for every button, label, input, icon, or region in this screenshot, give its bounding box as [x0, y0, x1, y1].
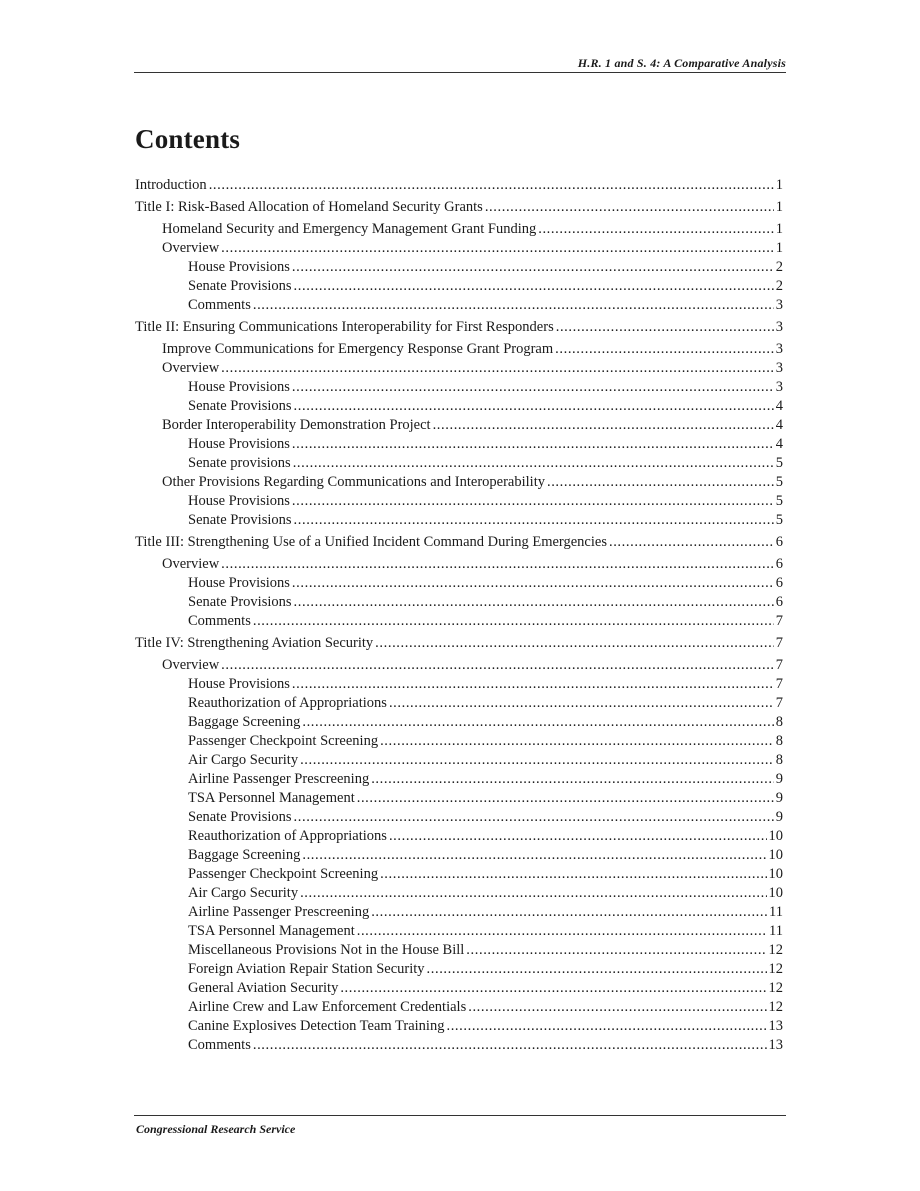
- toc-dot-leader: [357, 789, 774, 808]
- toc-page-number: 6: [775, 534, 783, 550]
- toc-entry[interactable]: [135, 922, 783, 941]
- toc-entry-title: Senate Provisions: [188, 398, 292, 414]
- toc-entry-title: Other Provisions Regarding Communications and Interoperability: [162, 474, 545, 490]
- toc-entry[interactable]: [135, 378, 783, 397]
- toc-entry-title: Air Cargo Security: [188, 885, 299, 901]
- toc-page-number: 1: [775, 177, 783, 193]
- toc-entry-title: Baggage Screening: [188, 847, 301, 863]
- toc-dot-leader: [300, 751, 774, 770]
- toc-page-number: 4: [775, 398, 783, 414]
- toc-entry-title: Reauthorization of Appropriations: [188, 695, 387, 711]
- toc-entry[interactable]: [135, 296, 783, 315]
- toc-entry-title: Reauthorization of Appropriations: [188, 828, 387, 844]
- toc-dot-leader: [221, 656, 774, 675]
- toc-entry[interactable]: [135, 903, 783, 922]
- toc-dot-leader: [253, 612, 774, 631]
- toc-page-number: 10: [768, 866, 783, 882]
- toc-dot-leader: [375, 634, 774, 653]
- toc-entry[interactable]: [135, 593, 783, 612]
- toc-page-number: 7: [775, 657, 783, 673]
- toc-entry[interactable]: [135, 1017, 783, 1036]
- toc-entry-title: Title II: Ensuring Communications Interoperability for First Responders: [135, 319, 554, 335]
- toc-dot-leader: [253, 296, 774, 315]
- toc-entry-title: House Provisions: [188, 436, 290, 452]
- toc-entry[interactable]: [135, 318, 783, 337]
- toc-entry[interactable]: [135, 713, 783, 732]
- toc-page-number: 7: [775, 676, 783, 692]
- toc-entry-title: Air Cargo Security: [188, 752, 299, 768]
- toc-entry-title: Airline Passenger Prescreening: [188, 771, 370, 787]
- page-header: [134, 56, 786, 73]
- toc-dot-leader: [209, 176, 774, 195]
- toc-entry-title: Title III: Strengthening Use of a Unified Incident Command During Emergencies: [135, 534, 607, 550]
- toc-entry[interactable]: [135, 435, 783, 454]
- toc-page-number: 12: [768, 999, 783, 1015]
- toc-dot-leader: [292, 675, 774, 694]
- toc-page-number: 8: [775, 714, 783, 730]
- toc-entry-title: Passenger Checkpoint Screening: [188, 733, 379, 749]
- toc-dot-leader: [221, 239, 774, 258]
- toc-entry[interactable]: [135, 846, 783, 865]
- toc-page-number: 5: [775, 493, 783, 509]
- toc-page-number: 8: [775, 733, 783, 749]
- toc-dot-leader: [389, 694, 774, 713]
- toc-entry[interactable]: [135, 789, 783, 808]
- toc-entry[interactable]: [135, 1036, 783, 1055]
- toc-dot-leader: [292, 492, 774, 511]
- toc-page-number: 13: [768, 1018, 783, 1034]
- toc-page-number: 12: [768, 961, 783, 977]
- toc-page-number: 13: [768, 1037, 783, 1053]
- toc-page-number: 3: [775, 297, 783, 313]
- toc-entry-title: Comments: [188, 297, 251, 313]
- toc-entry-title: Homeland Security and Emergency Management Grant Funding: [162, 221, 537, 237]
- toc-page-number: 10: [768, 885, 783, 901]
- toc-entry[interactable]: [135, 827, 783, 846]
- toc-entry[interactable]: [135, 239, 783, 258]
- toc-page-number: 9: [775, 809, 783, 825]
- toc-page-number: 11: [769, 904, 783, 920]
- toc-page-number: 3: [775, 341, 783, 357]
- toc-page-number: 5: [775, 474, 783, 490]
- toc-page-number: 4: [775, 417, 783, 433]
- toc-entry-title: Airline Crew and Law Enforcement Credentials: [188, 999, 467, 1015]
- toc-page-number: 7: [775, 635, 783, 651]
- toc-entry[interactable]: [135, 656, 783, 675]
- toc-entry[interactable]: [135, 808, 783, 827]
- toc-entry-title: Senate Provisions: [188, 809, 292, 825]
- toc-dot-leader: [371, 903, 767, 922]
- toc-entry[interactable]: [135, 340, 783, 359]
- toc-page-number: 1: [775, 221, 783, 237]
- toc-entry-title: TSA Personnel Management: [188, 923, 355, 939]
- toc-entry[interactable]: [135, 277, 783, 296]
- toc-entry-title: Title IV: Strengthening Aviation Security: [135, 635, 374, 651]
- toc-dot-leader: [389, 827, 767, 846]
- toc-entry[interactable]: [135, 397, 783, 416]
- toc-page-number: 10: [768, 847, 783, 863]
- toc-dot-leader: [380, 865, 766, 884]
- toc-entry-title: Introduction: [135, 177, 207, 193]
- toc-dot-leader: [294, 277, 774, 296]
- toc-dot-leader: [427, 960, 767, 979]
- toc-page-number: 5: [775, 512, 783, 528]
- page-title: Contents: [135, 124, 241, 154]
- toc-page-number: 6: [775, 594, 783, 610]
- toc-dot-leader: [302, 713, 773, 732]
- footer-label: Congressional Research Service: [136, 1122, 296, 1136]
- toc-dot-leader: [294, 808, 774, 827]
- toc-entry[interactable]: [135, 732, 783, 751]
- toc-dot-leader: [468, 998, 766, 1017]
- toc-entry-title: Passenger Checkpoint Screening: [188, 866, 379, 882]
- toc-page-number: 12: [768, 942, 783, 958]
- toc-entry-title: Title I: Risk-Based Allocation of Homeland Security Grants: [135, 199, 483, 215]
- toc-page-number: 6: [775, 556, 783, 572]
- toc-entry[interactable]: [135, 675, 783, 694]
- toc-entry-title: House Provisions: [188, 259, 290, 275]
- toc-page-number: 2: [775, 278, 783, 294]
- toc-entry-title: Baggage Screening: [188, 714, 301, 730]
- toc-dot-leader: [253, 1036, 767, 1055]
- toc-dot-leader: [433, 416, 774, 435]
- toc-dot-leader: [380, 732, 774, 751]
- toc-dot-leader: [294, 511, 774, 530]
- toc-entry-title: House Provisions: [188, 676, 290, 692]
- toc-entry-title: Overview: [162, 556, 220, 572]
- toc-entry[interactable]: [135, 492, 783, 511]
- toc-page-number: 11: [769, 923, 783, 939]
- toc-entry-title: Overview: [162, 360, 220, 376]
- toc-dot-leader: [547, 473, 774, 492]
- toc-entry-title: Senate Provisions: [188, 594, 292, 610]
- toc-dot-leader: [294, 593, 774, 612]
- toc-dot-leader: [292, 574, 774, 593]
- toc-page-number: 9: [775, 771, 783, 787]
- toc-dot-leader: [340, 979, 766, 998]
- toc-entry[interactable]: [135, 770, 783, 789]
- toc-entry[interactable]: [135, 533, 783, 552]
- toc-page-number: 2: [775, 259, 783, 275]
- toc-page-number: 12: [768, 980, 783, 996]
- toc-entry[interactable]: [135, 220, 783, 239]
- toc-page-number: 7: [775, 695, 783, 711]
- toc-entry-title: Miscellaneous Provisions Not in the House Bill: [188, 942, 465, 958]
- toc-dot-leader: [538, 220, 774, 239]
- toc-page-number: 3: [775, 379, 783, 395]
- toc-entry-title: Canine Explosives Detection Team Training: [188, 1018, 445, 1034]
- toc-entry-title: Overview: [162, 240, 220, 256]
- toc-dot-leader: [221, 359, 774, 378]
- toc-page-number: 8: [775, 752, 783, 768]
- toc-page-number: 1: [775, 240, 783, 256]
- toc-entry[interactable]: [135, 884, 783, 903]
- toc-dot-leader: [556, 318, 774, 337]
- toc-dot-leader: [302, 846, 766, 865]
- toc-entry[interactable]: [135, 960, 783, 979]
- toc-entry[interactable]: [135, 176, 783, 195]
- toc-entry[interactable]: [135, 511, 783, 530]
- toc-dot-leader: [292, 435, 774, 454]
- toc-page-number: 7: [775, 613, 783, 629]
- toc-entry-title: House Provisions: [188, 379, 290, 395]
- toc-entry[interactable]: [135, 359, 783, 378]
- toc-dot-leader: [609, 533, 774, 552]
- toc-entry[interactable]: [135, 198, 783, 217]
- toc-entry-title: Senate provisions: [188, 455, 291, 471]
- toc-page-number: 10: [768, 828, 783, 844]
- toc-entry[interactable]: [135, 612, 783, 631]
- toc-page-number: 3: [775, 319, 783, 335]
- toc-dot-leader: [300, 884, 766, 903]
- toc-dot-leader: [466, 941, 766, 960]
- toc-entry-title: General Aviation Security: [188, 980, 339, 996]
- toc-dot-leader: [294, 397, 774, 416]
- toc-page-number: 5: [775, 455, 783, 471]
- toc-entry[interactable]: [135, 473, 783, 492]
- toc-page-number: 4: [775, 436, 783, 452]
- toc-dot-leader: [292, 378, 774, 397]
- toc-page-number: 9: [775, 790, 783, 806]
- toc-entry-title: Senate Provisions: [188, 512, 292, 528]
- toc-page-number: 1: [775, 199, 783, 215]
- toc-entry-title: Senate Provisions: [188, 278, 292, 294]
- toc-dot-leader: [221, 555, 774, 574]
- page-footer: [134, 1115, 786, 1136]
- toc-entry-title: House Provisions: [188, 575, 290, 591]
- toc-dot-leader: [357, 922, 767, 941]
- toc-entry-title: Comments: [188, 613, 251, 629]
- toc-entry[interactable]: [135, 751, 783, 770]
- toc-dot-leader: [446, 1017, 766, 1036]
- toc-entry[interactable]: [135, 416, 783, 435]
- toc-entry-title: Comments: [188, 1037, 251, 1053]
- toc-entry[interactable]: [135, 865, 783, 884]
- toc-entry[interactable]: [135, 574, 783, 593]
- toc-dot-leader: [371, 770, 774, 789]
- toc-entry-title: Improve Communications for Emergency Response Grant Program: [162, 341, 554, 357]
- header-title: H.R. 1 and S. 4: A Comparative Analysis: [577, 56, 786, 70]
- toc-entry-title: Overview: [162, 657, 220, 673]
- toc-page-number: 3: [775, 360, 783, 376]
- toc-entry-title: Airline Passenger Prescreening: [188, 904, 370, 920]
- toc-entry[interactable]: [135, 998, 783, 1017]
- toc-entry-title: Border Interoperability Demonstration Project: [162, 417, 431, 433]
- toc-entry[interactable]: [135, 941, 783, 960]
- toc-dot-leader: [555, 340, 774, 359]
- toc-page-number: 6: [775, 575, 783, 591]
- table-of-contents: [135, 176, 783, 1055]
- toc-dot-leader: [293, 454, 774, 473]
- toc-entry[interactable]: [135, 555, 783, 574]
- toc-entry[interactable]: [135, 454, 783, 473]
- toc-entry-title: Foreign Aviation Repair Station Security: [188, 961, 425, 977]
- toc-entry-title: TSA Personnel Management: [188, 790, 355, 806]
- toc-entry-title: House Provisions: [188, 493, 290, 509]
- toc-dot-leader: [292, 258, 774, 277]
- toc-entry[interactable]: [135, 258, 783, 277]
- toc-entry[interactable]: [135, 979, 783, 998]
- toc-entry[interactable]: [135, 634, 783, 653]
- toc-dot-leader: [485, 198, 774, 217]
- toc-entry[interactable]: [135, 694, 783, 713]
